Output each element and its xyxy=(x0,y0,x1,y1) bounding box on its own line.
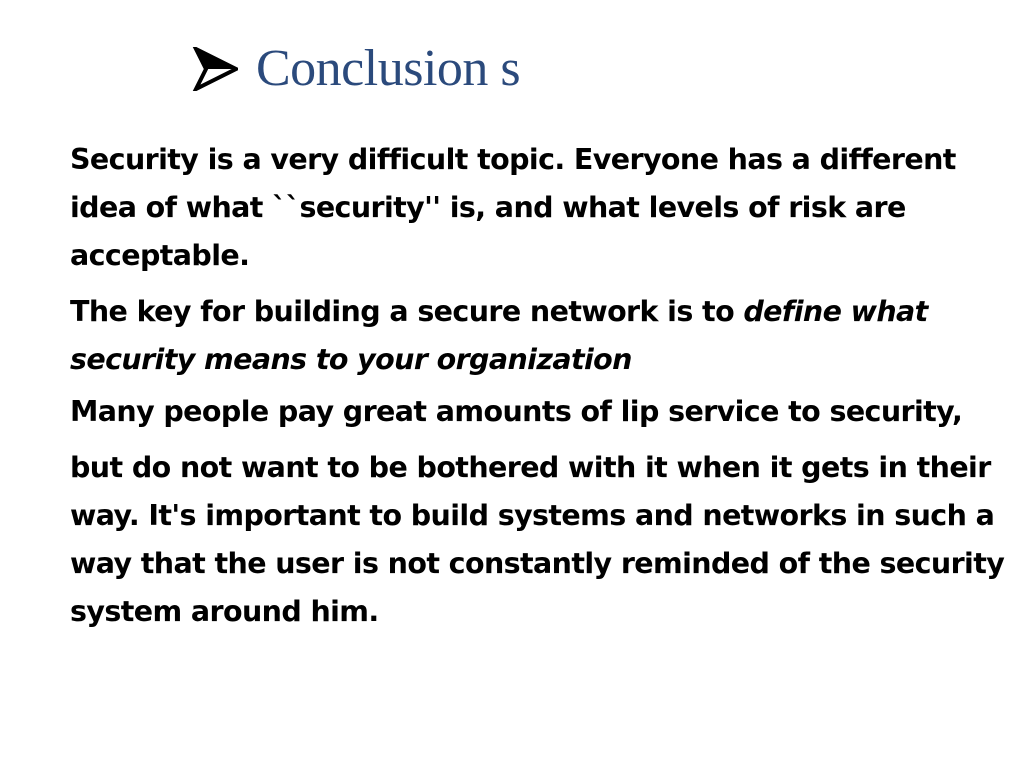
paragraph-lip-service: Many people pay great amounts of lip service to security, xyxy=(70,395,963,428)
paragraph-user-not-reminded: but do not want to be bothered with it when it gets in their way. It's important to build systems and networks in such a way that the user is not constantly reminded of the security system around him. xyxy=(70,451,1005,628)
slide-body xyxy=(70,136,1010,644)
arrow-bullet-icon xyxy=(192,47,238,91)
slide-title: Conclusion s xyxy=(256,40,521,97)
paragraph-security-difficult: Security is a very difficult topic. Everyone has a different idea of what ``security'' is, and what levels of risk are acceptable. xyxy=(70,143,956,272)
paragraph-key-secure-network xyxy=(70,288,1010,384)
paragraph-key-emphasis: define what security means to your organization xyxy=(70,295,928,376)
title-row xyxy=(192,34,520,104)
paragraph-key-text: The key for building a secure network is to xyxy=(70,295,744,328)
